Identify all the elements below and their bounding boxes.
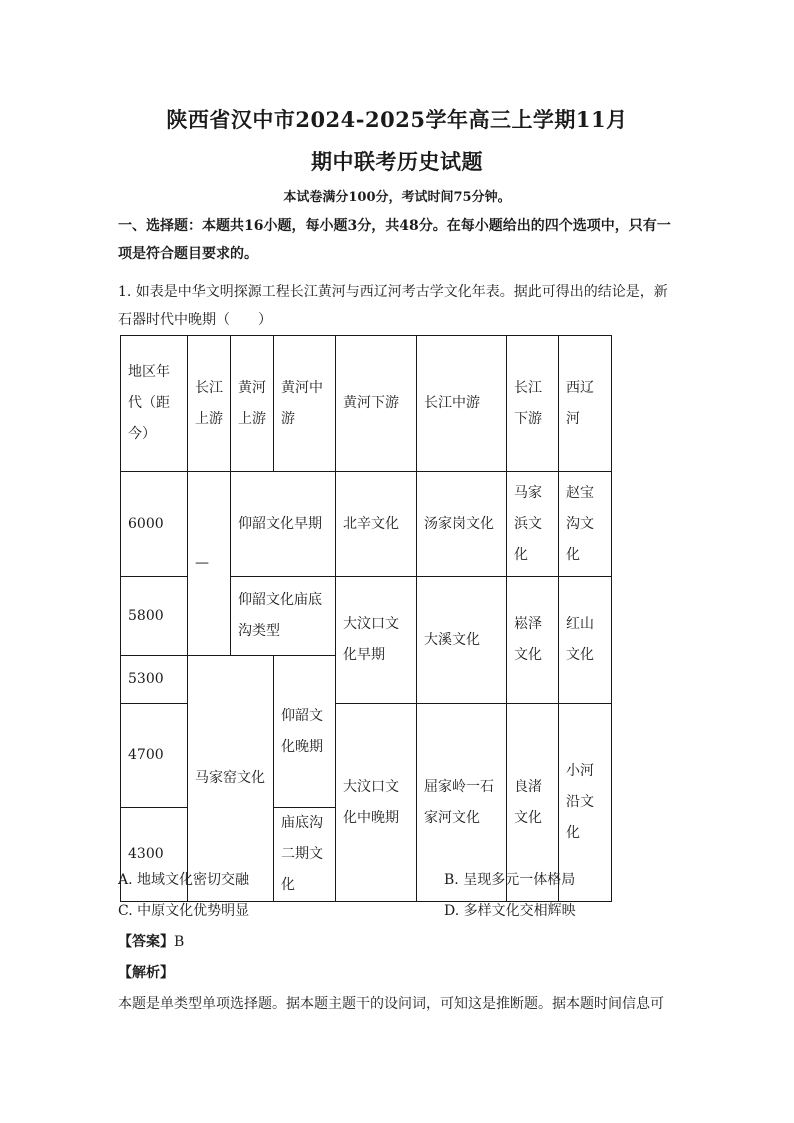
table-cell: 马家窑文化 xyxy=(188,656,274,902)
table-cell: 汤家岗文化 xyxy=(417,472,507,577)
question-stem: 1. 如表是中华文明探源工程长江黄河与西辽河考古学文化年表。据此可得出的结论是，新石器时代中晚期（ ） xyxy=(118,284,668,328)
table-cell: 赵宝沟文化 xyxy=(559,472,612,577)
header-upper-yellow: 黄河上游 xyxy=(231,336,274,472)
analysis-text: 本题是单类型单项选择题。据本题主题干的设问词，可知这是推断题。据本题时间信息可 xyxy=(118,996,664,1012)
table-cell: 北辛文化 xyxy=(336,472,417,577)
table-cell: 崧泽文化 xyxy=(507,577,559,704)
culture-timeline-table xyxy=(120,335,612,902)
table-cell: 良渚文化 xyxy=(507,704,559,902)
table-cell: 屈家岭一石家河文化 xyxy=(417,704,507,902)
page-title-line2: 期中联考历史试题 xyxy=(311,149,483,174)
section-heading: 一、选择题：本题共16小题，每小题3分，共48分。在每小题给出的四个选项中，只有一项是符合题目要求的。 xyxy=(118,218,671,262)
table-cell: 大溪文化 xyxy=(417,577,507,704)
option-b[interactable]: B. 呈现多元一体格局 xyxy=(444,872,576,888)
header-upper-yangtze: 长江上游 xyxy=(188,336,231,472)
table-cell: 仰韶文化早期 xyxy=(231,472,336,577)
table-cell: 大汶口文化中晚期 xyxy=(336,704,417,902)
year-cell: 4700 xyxy=(121,704,188,808)
header-middle-yangtze: 长江中游 xyxy=(417,336,507,472)
analysis-label: 【解析】 xyxy=(118,965,174,981)
header-middle-yellow: 黄河中游 xyxy=(274,336,336,472)
table-cell: 红山文化 xyxy=(559,577,612,704)
table-cell: 仰韶文化晚期 xyxy=(274,656,336,808)
option-c[interactable]: C. 中原文化优势明显 xyxy=(118,903,250,919)
answer-label: 【答案】 xyxy=(118,934,174,950)
answer-line xyxy=(118,931,184,951)
table-cell: 马家浜文化 xyxy=(507,472,559,577)
exam-note: 本试卷满分100分，考试时间75分钟。 xyxy=(283,190,511,205)
header-lower-yellow: 黄河下游 xyxy=(336,336,417,472)
table-cell: 大汶口文化早期 xyxy=(336,577,417,704)
year-cell: 6000 xyxy=(121,472,188,577)
table-cell: 小河沿文化 xyxy=(559,704,612,902)
year-cell: 4300 xyxy=(121,808,188,902)
year-cell: 5300 xyxy=(121,656,188,704)
header-west-liao: 西辽河 xyxy=(559,336,612,472)
year-cell: 5800 xyxy=(121,577,188,656)
answer-value: B xyxy=(174,934,185,950)
table-cell: 仰韶文化庙底沟类型 xyxy=(231,577,336,656)
header-lower-yangtze: 长江下游 xyxy=(507,336,559,472)
table-cell: — xyxy=(188,472,231,656)
page-title-line1: 陕西省汉中市2024-2025学年高三上学期11月 xyxy=(166,107,628,132)
header-era: 地区年代（距今） xyxy=(121,336,188,472)
option-d[interactable]: D. 多样文化交相辉映 xyxy=(444,903,576,919)
option-a[interactable]: A. 地域文化密切交融 xyxy=(118,872,250,888)
table-cell: 庙底沟二期文化 xyxy=(274,808,336,902)
